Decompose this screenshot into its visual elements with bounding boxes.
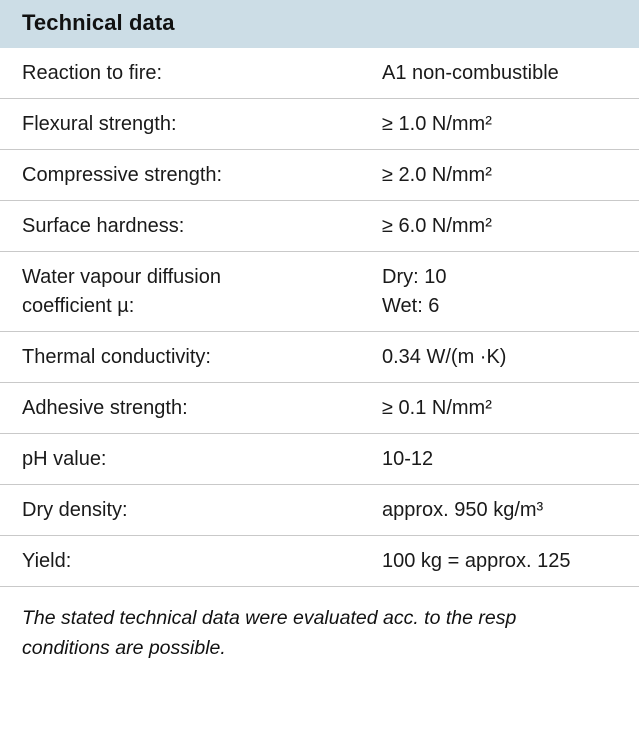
row-value: 10-12: [382, 448, 434, 470]
footnote-line-1: The stated technical data were evaluated acc. to the resp: [22, 607, 517, 629]
row-label: Dry density:: [22, 499, 128, 521]
table-row: [0, 99, 639, 150]
table-row: [0, 383, 639, 434]
table-row: [0, 48, 639, 99]
row-label: Compressive strength:: [22, 164, 223, 186]
row-value: [382, 263, 639, 321]
footnote-line-2: conditions are possible.: [22, 637, 226, 659]
row-value: 100 kg = approx. 125: [382, 550, 571, 572]
table-row: [0, 485, 639, 536]
footnote: [0, 587, 639, 663]
row-value: ≥ 2.0 N/mm²: [382, 164, 492, 186]
table-row: [0, 252, 639, 332]
row-value-line1: Dry: 10: [382, 266, 447, 288]
row-value: A1 non-combustible: [382, 62, 559, 84]
page-title: Technical data: [22, 10, 175, 35]
row-value: ≥ 1.0 N/mm²: [382, 113, 492, 135]
row-value-line2: Wet: 6: [382, 295, 440, 317]
row-label-line2: coefficient µ:: [22, 295, 135, 317]
row-label: Flexural strength:: [22, 113, 177, 135]
table-row: [0, 201, 639, 252]
row-label: Thermal conductivity:: [22, 346, 211, 368]
table-row: [0, 434, 639, 485]
table-row: [0, 536, 639, 587]
row-value: ≥ 0.1 N/mm²: [382, 397, 492, 419]
row-label: pH value:: [22, 448, 107, 470]
row-label: Reaction to fire:: [22, 62, 163, 84]
row-value: 0.34 W/(m ·K): [382, 346, 507, 368]
row-label: [0, 263, 382, 321]
table-row: [0, 332, 639, 383]
row-label: Surface hardness:: [22, 215, 185, 237]
row-label: Yield:: [22, 550, 72, 572]
table-header: [0, 0, 639, 48]
table-row: [0, 150, 639, 201]
table-body: [0, 48, 639, 587]
row-value: approx. 950 kg/m³: [382, 499, 544, 521]
row-value: ≥ 6.0 N/mm²: [382, 215, 492, 237]
row-label: Adhesive strength:: [22, 397, 188, 419]
row-label-line1: Water vapour diffusion: [22, 266, 221, 288]
